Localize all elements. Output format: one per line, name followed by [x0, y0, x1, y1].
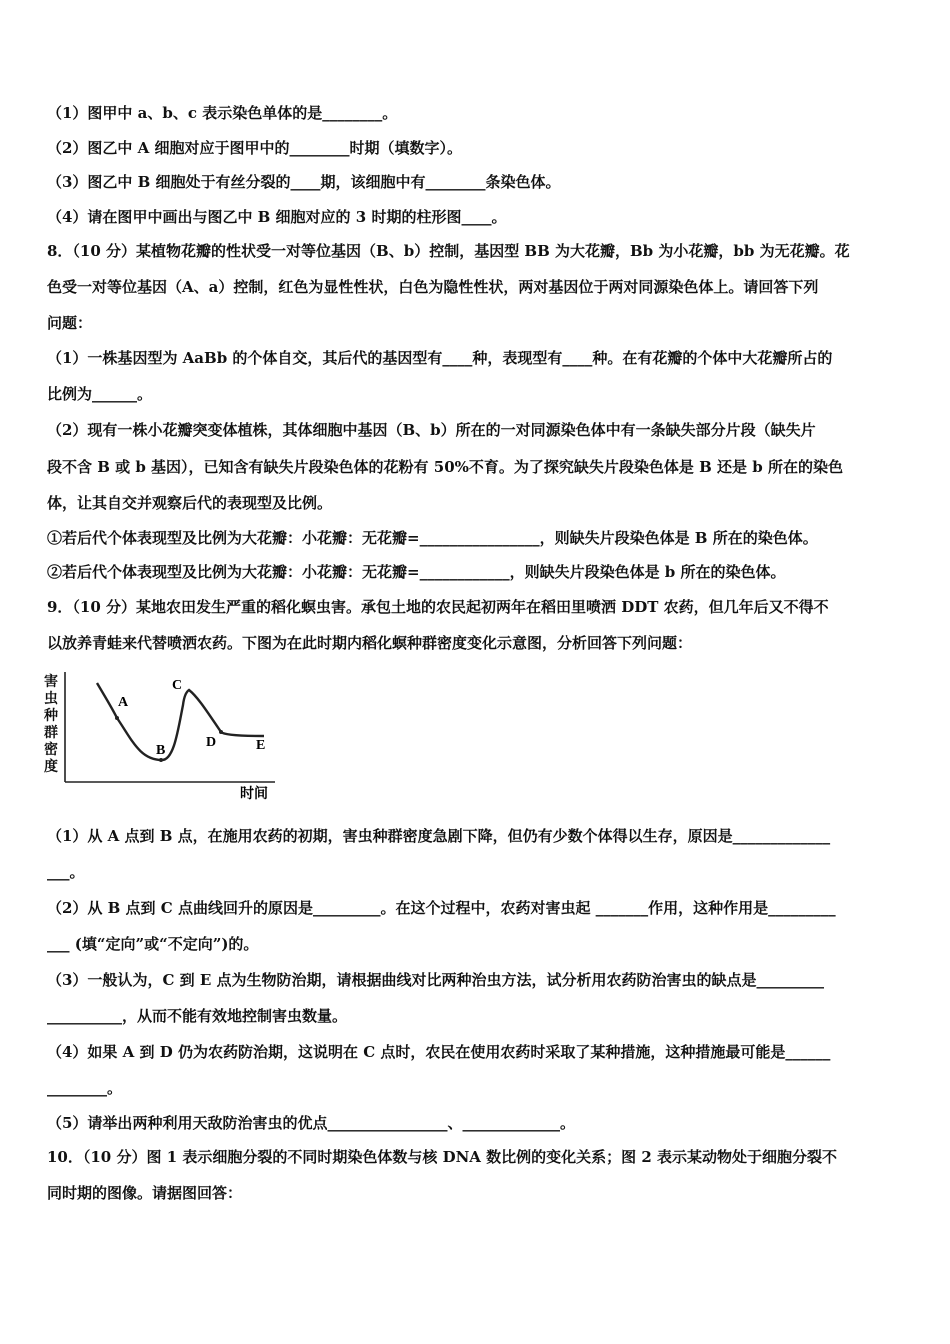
q9-part1-line1: （1）从 A 点到 B 点，在施用农药的初期，害虫种群密度急剧下降，但仍有少数个体得以生存，原因是_____________ — [47, 827, 831, 845]
q8-part1-line2: 比例为______。 — [47, 385, 153, 403]
point-a-label: A — [118, 695, 129, 710]
population-density-figure — [40, 670, 280, 805]
y-label-char: 害 — [44, 674, 58, 690]
q8-part1-line1: （1）一株基因型为 AaBb 的个体自交，其后代的基因型有____种，表现型有____种。在有花瓣的个体中大花瓣所占的 — [47, 349, 833, 367]
y-label-char: 种 — [44, 708, 58, 724]
figure-svg — [40, 670, 280, 805]
q7-part1: （1）图甲中 a、b、c 表示染色单体的是________。 — [47, 104, 398, 122]
point-a-marker — [115, 716, 119, 720]
q9-part1-line2: ___。 — [47, 863, 85, 881]
point-e-label: E — [256, 738, 266, 753]
q9-part2-line2: ___ (填“定向”或“不定向”)的。 — [47, 935, 259, 953]
y-label-char: 密 — [44, 742, 58, 758]
q10-stem-line1: 10．（10 分）图 1 表示细胞分裂的不同时期染色体数与核 DNA 数比例的变化关系；图 2 表示某动物处于细胞分裂不 — [47, 1148, 838, 1166]
point-b-marker — [159, 758, 163, 762]
q10-stem-line2: 同时期的图像。请据图回答： — [47, 1184, 243, 1202]
figure-x-label: 时间 — [240, 786, 268, 802]
q8-stem-line3: 问题： — [47, 314, 93, 332]
q9-part2-line1: （2）从 B 点到 C 点曲线回升的原因是_________。在这个过程中，农药对害虫起 _______作用，这种作用是_________ — [47, 899, 836, 917]
q8-stem-line2: 色受一对等位基因（A、a）控制，红色为显性性状，白色为隐性性状，两对基因位于两对同源染色体上。请回答下列 — [47, 278, 819, 296]
q9-stem-line2: 以放养青蛙来代替喷洒农药。下图为在此时期内稻化螟种群密度变化示意图，分析回答下列问题： — [47, 634, 693, 652]
q9-part3-line1: （3）一般认为，C 到 E 点为生物防治期，请根据曲线对比两种治虫方法，试分析用农药防治害虫的缺点是_________ — [47, 971, 824, 989]
q7-part2: （2）图乙中 A 细胞对应于图甲中的________时期（填数字）。 — [47, 139, 463, 157]
point-b-label: B — [156, 743, 166, 758]
q7-part4: （4）请在图甲中画出与图乙中 B 细胞对应的 3 时期的柱形图____。 — [47, 208, 507, 226]
figure-y-label — [44, 674, 60, 776]
q9-part4-line2: ________。 — [47, 1079, 123, 1097]
q8-option1: ①若后代个体表现型及比例为大花瓣：小花瓣：无花瓣=________________，则缺失片段染色体是 B 所在的染色体。 — [47, 529, 818, 547]
q9-stem-line1: 9．（10 分）某地农田发生严重的稻化螟虫害。承包土地的农民起初两年在稻田里喷洒 DDT 农药，但几年后又不得不 — [47, 598, 829, 616]
q8-part2-line3: 体，让其自交并观察后代的表现型及比例。 — [47, 494, 333, 512]
y-label-char: 度 — [44, 759, 58, 775]
q9-part5: （5）请举出两种利用天敌防治害虫的优点________________、_____________。 — [47, 1114, 575, 1132]
y-label-char: 虫 — [44, 691, 58, 707]
q8-stem-line1: 8．（10 分）某植物花瓣的性状受一对等位基因（B、b）控制，基因型 BB 为大花瓣，Bb 为小花瓣，bb 为无花瓣。花 — [47, 242, 850, 260]
point-d-label: D — [206, 735, 217, 750]
q7-part3: （3）图乙中 B 细胞处于有丝分裂的____期，该细胞中有________条染色体。 — [47, 173, 561, 191]
point-c-label: C — [172, 678, 183, 693]
q8-part2-line2: 段不含 B 或 b 基因），已知含有缺失片段染色体的花粉有 50%不育。为了探究缺失片段染色体是 B 还是 b 所在的染色 — [47, 458, 843, 476]
q9-part3-line2: __________，从而不能有效地控制害虫数量。 — [47, 1007, 348, 1025]
q9-part4-line1: （4）如果 A 到 D 仍为农药防治期，这说明在 C 点时，农民在使用农药时采取了某种措施，这种措施最可能是______ — [47, 1043, 831, 1061]
y-label-char: 群 — [44, 725, 58, 741]
q8-part2-line1: （2）现有一株小花瓣突变体植株，其体细胞中基因（B、b）所在的一对同源染色体中有一条缺失部分片段（缺失片 — [47, 421, 816, 439]
q8-option2: ②若后代个体表现型及比例为大花瓣：小花瓣：无花瓣=____________，则缺失片段染色体是 b 所在的染色体。 — [47, 563, 786, 581]
point-d-marker — [219, 730, 223, 734]
